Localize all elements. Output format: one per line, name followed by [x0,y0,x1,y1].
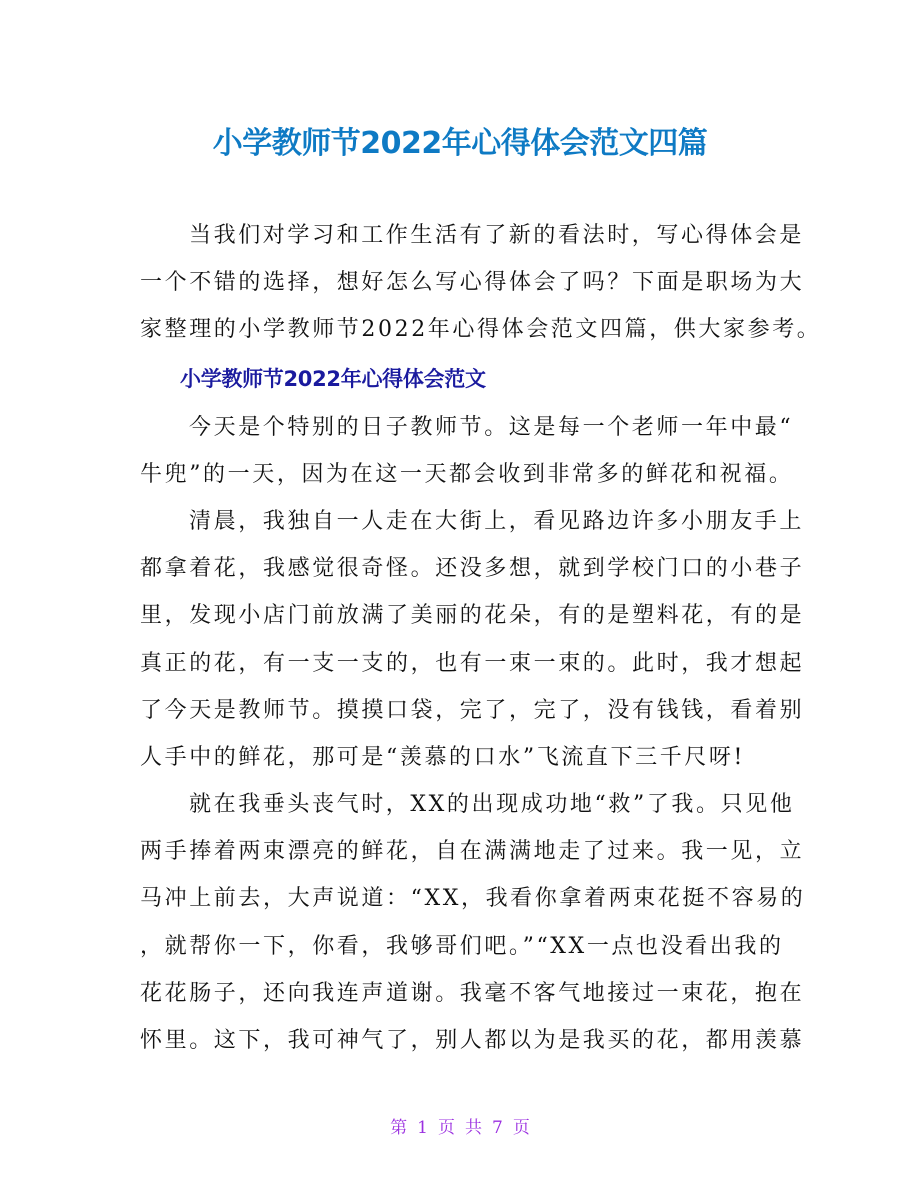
paragraph-line: 真正的花，有一支一支的，也有一束一束的。此时，我才想起 [140,650,805,676]
document-title: 小学教师节2022年心得体会范文四篇 [212,126,708,161]
paragraph-line: 都拿着花，我感觉很奇怪。还没多想，就到学校门口的小巷子 [140,556,805,582]
current-page-number: 1 [417,1118,428,1138]
footer-text: 第 [390,1118,408,1138]
paragraph-line: 就在我垂头丧气时，XX的出现成功地“救”了我。只见他 [189,792,795,818]
intro-line: 一个不错的选择，想好怎么写心得体会了吗？下面是职场为大 [140,270,805,296]
paragraph-line: 了今天是教师节。摸摸口袋，完了，完了，没有钱钱，看着别 [140,697,805,723]
paragraph-line: 马冲上前去，大声说道：“XX，我看你拿着两束花挺不容易的 [140,886,806,912]
footer-text: 页 [512,1118,530,1138]
document-body [140,212,822,1064]
section-heading: 小学教师节2022年心得体会范文 [180,366,486,391]
paragraph-line: 两手捧着两束漂亮的鲜花，自在满满地走了过来。我一见，立 [140,839,805,865]
page-footer [0,1113,920,1138]
total-pages: 7 [492,1118,503,1138]
paragraph-line: 怀里。这下，我可神气了，别人都以为是我买的花，都用羡慕 [140,1028,805,1053]
paragraph-line: 花花肠子，还向我连声道谢。我毫不客气地接过一束花，抱在 [140,980,805,1006]
paragraph-line: 里，发现小店门前放满了美丽的花朵，有的是塑料花，有的是 [140,603,805,629]
paragraph-line: 牛兜”的一天，因为在这一天都会收到非常多的鲜花和祝福。 [140,461,794,487]
footer-text: 页 [438,1118,455,1138]
paragraph-line: 人手中的鲜花，那可是“羡慕的口水”飞流直下三千尺呀! [140,744,745,770]
paragraph-line: ，就帮你一下，你看，我够哥们吧。”“XX一点也没看出我的 [140,933,784,959]
paragraph-line: 清晨，我独自一人走在大街上，看见路边许多小朋友手上 [189,508,805,534]
intro-line: 当我们对学习和工作生活有了新的看法时，写心得体会是 [189,223,805,248]
intro-line: 家整理的小学教师节2022年心得体会范文四篇，供大家参考。 [140,317,822,343]
footer-text: 共 [465,1118,482,1138]
paragraph-line: 今天是个特别的日子教师节。这是每一个老师一年中最“ [189,414,794,440]
